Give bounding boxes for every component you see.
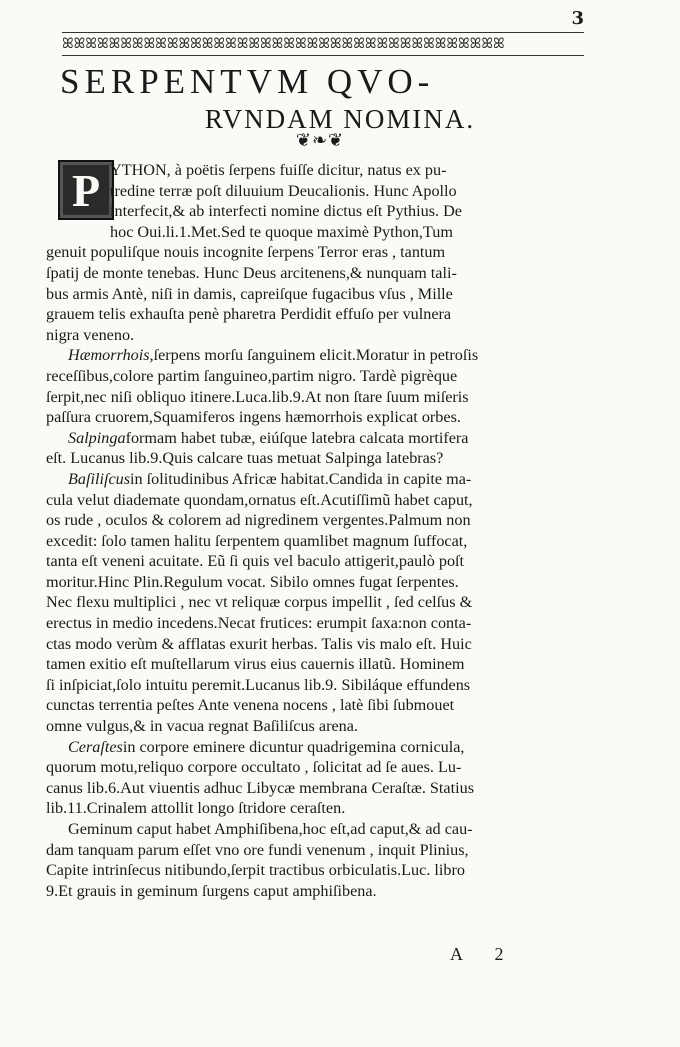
text-line — [46, 551, 586, 572]
line-text: nigra veneno. — [46, 325, 135, 344]
text-line — [46, 716, 586, 737]
line-text: receſſibus,colore partim ſanguineo,partim nigro. Tardè pigrèque — [46, 366, 458, 385]
text-line — [46, 284, 586, 305]
line-text: moritur.Hinc Plin.Regulum vocat. Sibilo omnes fugat ſerpentes. — [46, 572, 459, 591]
line-text: ſerpit,nec niſi obliquo itinere.Luca.lib.9.At non ſtare ſuum miſeris — [46, 387, 469, 406]
text-line — [46, 654, 586, 675]
text-line — [46, 448, 586, 469]
text-line — [46, 510, 586, 531]
line-text: 9.Et grauis in geminum ſurgens caput amphiſibena. — [46, 881, 377, 900]
line-text: in ſolitudinibus Africæ habitat.Candida in capite ma- — [130, 469, 472, 488]
line-text: grauem telis exhauſta penè pharetra Perdidit effuſo per vulnera — [46, 305, 452, 324]
text-line — [46, 798, 586, 819]
italic-term: Ceraſtes — [68, 737, 123, 756]
text-line — [46, 675, 586, 696]
text-line — [46, 160, 586, 181]
text-line — [46, 428, 586, 449]
text-line — [46, 572, 586, 593]
text-line — [46, 840, 586, 861]
body-text — [46, 160, 586, 901]
line-text: ctas modo verùm & afflatas exurit herbas. Talis vis malo eſt. Huic — [46, 634, 472, 653]
italic-term: Hæmorrhois, — [68, 346, 154, 365]
line-text: dam tanquam parum eſſet vno ore fundi venenum , inquit Plinius, — [46, 840, 469, 859]
text-line — [46, 490, 586, 511]
signature-mark: A 2 — [450, 944, 518, 964]
text-line — [46, 881, 586, 902]
line-text: paſſura cruorem,Squamiferos ingens hæmorrhois explicat orbes. — [46, 408, 461, 427]
text-line — [46, 757, 586, 778]
text-line — [46, 737, 586, 758]
text-line — [46, 695, 586, 716]
text-line — [46, 778, 586, 799]
text-line — [46, 325, 586, 346]
line-text: tredine terræ poſt diluuium Deucalionis. Hunc Apollo — [110, 181, 457, 200]
line-text: ſi inſpiciat,ſolo intuitu peremit.Lucanus lib.9. Sibiláque effundens — [46, 675, 471, 694]
text-line — [46, 181, 586, 202]
line-text: bus armis Antè, niſi in damis, capreiſque fugacibus vſus , Mille — [46, 284, 453, 303]
line-text: formam habet tubæ, eiúſque latebra calcata mortifera — [125, 428, 469, 447]
line-text: ſerpens morſu ſanguinem elicit.Moratur in petroſis — [153, 346, 479, 365]
text-line — [46, 819, 586, 840]
title-line-1: SERPENTVM QVO- — [60, 62, 435, 101]
fleuron-ornament: ❦❧❦ — [295, 130, 345, 151]
line-text: Geminum caput habet Amphiſibena,hoc eſt,ad caput,& ad cau- — [68, 820, 473, 838]
text-line — [46, 304, 586, 325]
line-text: lib.11.Crinalem attollit longo ſtridore ceraſten. — [46, 799, 346, 818]
text-line — [46, 345, 586, 366]
line-text: tanta eſt veneni acuitate. Eũ ſi quis vel baculo attigerit,paulò poſt — [46, 552, 465, 571]
line-text: quorum motu,reliquo corpore occultato , ſolicitat ad ſe aues. Lu- — [46, 758, 462, 777]
line-text: cunctas terrentia peſtes Ante venena nocens , latè ſibi ſubmouet — [46, 696, 455, 715]
text-line — [46, 407, 586, 428]
drop-cap: P — [58, 160, 114, 220]
text-line — [46, 531, 586, 552]
text-line — [46, 469, 586, 490]
line-text: excedit: ſolo tamen halitu ſerpentem quamlibet magnum ſuffocat, — [46, 531, 468, 550]
line-text: os rude , oculos & colorem ad nigredinem vergentes.Palmum non — [46, 511, 471, 530]
text-line — [46, 201, 586, 222]
text-line — [46, 634, 586, 655]
text-line — [46, 366, 586, 387]
line-text: genuit populiſque nouis incognite ſerpens Terror eras , tantum — [46, 243, 446, 262]
page-number: 3 — [571, 8, 584, 29]
text-line — [46, 387, 586, 408]
text-line — [46, 263, 586, 284]
text-line — [46, 592, 586, 613]
title-line-2: RVNDAM NOMINA. — [204, 104, 476, 134]
line-text: Capite intrinſecus nitibundo,ſerpit tractibus orbiculatis.Luc. libro — [46, 861, 465, 880]
text-line — [46, 860, 586, 881]
line-text: ſpatij de monte tenebas. Hunc Deus arcitenens,& nunquam tali- — [46, 263, 457, 282]
line-text: canus lib.6.Aut viuentis adhuc Libycæ membrana Ceraſtæ. Statius — [46, 778, 474, 797]
line-text: cula velut diademate quondam,ornatus eſt.Acutiſſimũ habet caput, — [46, 490, 473, 509]
line-text: tamen exitio eſt muſtellarum virus eius cauernis illatũ. Hominem — [46, 655, 465, 674]
italic-term: Baſiliſcus — [68, 469, 131, 488]
line-text: omne vulgus,& in vacua regnat Baſiliſcus arena. — [46, 717, 358, 736]
line-text: interfecit,& ab interfecti nomine dictus eſt Pythius. De — [110, 202, 462, 221]
line-text: YTHON, à poëtis ſerpens fuiſſe dicitur, natus ex pu- — [110, 161, 447, 179]
italic-term: Salpinga — [68, 428, 126, 447]
line-text: in corpore eminere dicuntur quadrigemina cornicula, — [122, 737, 465, 756]
ornamental-headband: ꕤꕤꕤꕤꕤꕤꕤꕤꕤꕤꕤꕤꕤꕤꕤꕤꕤꕤꕤꕤꕤꕤꕤꕤꕤꕤꕤꕤꕤꕤꕤꕤꕤꕤꕤꕤꕤꕤ — [62, 32, 584, 56]
line-text: erectus in medio incedens.Necat frutices: erumpit ſaxa:non conta- — [46, 614, 472, 633]
line-text: Nec flexu multiplici , nec vt reliquæ corpus impellit , ſed celſus & — [46, 593, 473, 612]
line-text: hoc Oui.li.1.Met.Sed te quoque maximè Python,Tum — [110, 222, 453, 241]
text-line — [46, 613, 586, 634]
line-text: eſt. Lucanus lib.9.Quis calcare tuas metuat Salpinga latebras? — [46, 449, 444, 468]
text-line — [46, 222, 586, 243]
text-line — [46, 242, 586, 263]
